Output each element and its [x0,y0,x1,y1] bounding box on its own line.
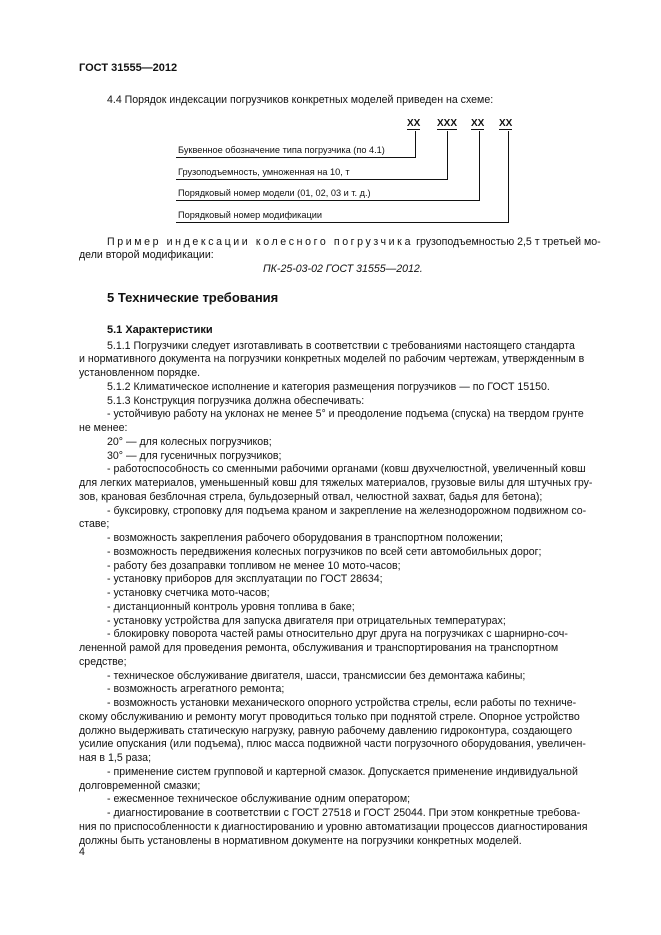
body-line: - установку приборов для эксплуатации по ГОСТ 28634; [107,573,383,585]
body-line: лененной рамой для проведения ремонта, обслуживания и транспортирования на транспортном [79,642,559,654]
example-rest: грузоподъемностью 2,5 т третьей мо- [416,236,601,248]
body-line: 5.1.1 Погрузчики следует изготавливать в соответствии с требованиями настоящего стандарта [107,340,575,352]
body-line: - работоспособность со сменными рабочими органами (ковш двухчелюстной, увеличенный ковш [107,463,586,475]
section-5-1-title: 5.1 Характеристики [107,324,213,336]
scheme-line-h2 [176,179,448,180]
example-lead: Пример индексации колесного погрузчика [107,236,414,248]
scheme-code-4: XX [499,118,513,129]
example-formula: ПК-25-03-02 ГОСТ 31555—2012. [263,263,423,275]
scheme-line-h1 [176,157,416,158]
scheme-label-model: Порядковый номер модели (01, 02, 03 и т. д.) [178,188,371,198]
body-line: скому обслуживанию и ремонту могут проводиться только при поднятой стреле. Опорное устройство [79,711,580,723]
body-line: ная в 1,5 раза; [79,752,152,764]
scheme-code-3: XX [471,118,485,129]
body-line: - возможность закрепления рабочего оборудования в транспортном положении; [107,532,503,544]
body-line: - устойчивую работу на уклонах не менее 5° и преодоление подъема (спуска) на твердом грунте [107,408,584,420]
body-line: - буксировку, строповку для подъема краном и закрепление на железнодорожном подвижном со- [107,505,587,517]
body-line: 30° — для гусеничных погрузчиков; [107,450,282,462]
body-line: 5.1.2 Климатическое исполнение и категория размещения погрузчиков — по ГОСТ 15150. [107,381,550,393]
section-4-4-text: 4.4 Порядок индексации погрузчиков конкретных моделей приведен на схеме: [107,94,494,106]
body-line: - ежесменное техническое обслуживание одним оператором; [107,793,411,805]
body-line: ния по приспособленности к диагностированию и уровню автоматизации процессов диагностирования [79,821,588,833]
body-line: долговременной смазки; [79,780,201,792]
scheme-code-1: XX [407,118,421,129]
scheme-line-h4 [176,222,509,223]
body-line: - применение систем групповой и картерной смазок. Допускается применение индивидуальной [107,766,578,778]
body-line: - работу без дозаправки топливом не менее 10 мото-часов; [107,560,401,572]
scheme-code-2: XXX [437,118,458,129]
body-line: - диагностирование в соответствии с ГОСТ 27518 и ГОСТ 25044. При этом конкретные требова- [107,807,581,819]
page-number: 4 [79,846,85,858]
body-line: - возможность установки механического опорного устройства стрелы, если работы по техниче- [107,697,577,709]
body-line: не менее: [79,422,128,434]
body-line: и нормативного документа на погрузчики конкретных моделей по рабочим чертежам, утвержденным в [79,353,585,365]
scheme-line-v2 [447,131,448,180]
body-line: установленном порядке. [79,367,201,379]
scheme-label-modification: Порядковый номер модификации [178,210,322,220]
scheme-line-v1 [415,131,416,158]
body-line: 20° — для колесных погрузчиков; [107,436,272,448]
body-line: - дистанционный контроль уровня топлива в баке; [107,601,355,613]
body-line: - техническое обслуживание двигателя, шасси, трансмиссии без демонтажа кабины; [107,670,526,682]
example-line-2: дели второй модификации: [79,249,214,261]
scheme-line-v3 [479,131,480,201]
body-line: ставе; [79,518,110,530]
body-line: 5.1.3 Конструкция погрузчика должна обеспечивать: [107,395,365,407]
body-line: для легких материалов, уменьшенный ковш для тяжелых материалов, грузовые вилы для штучных гру- [79,477,593,489]
body-line: - установку устройства для запуска двигателя при отрицательных температурах; [107,615,506,627]
body-line: средстве; [79,656,127,668]
scheme-line-v4 [508,131,509,223]
scheme-label-capacity: Грузоподъемность, умноженная на 10, т [178,167,350,177]
body-line: - установку счетчика мото-часов; [107,587,270,599]
body-line: - возможность агрегатного ремонта; [107,683,285,695]
document-header: ГОСТ 31555—2012 [79,62,178,74]
example-line-1 [107,236,601,249]
body-line: усилие опускания (или подъема), плюс масса подвижной части погрузочного оборудования, увеличен- [79,738,586,750]
section-5-title: 5 Технические требования [107,290,279,305]
scheme-line-h3 [176,200,480,201]
body-line: должно выдерживать статическую нагрузку, равную рабочему давлению гидроконтура, создающего [79,725,573,737]
scheme-label-type: Буквенное обозначение типа погрузчика (по 4.1) [178,145,385,155]
body-line: - блокировку поворота частей рамы относительно друг друга на погрузчиках с шарнирно-соч- [107,628,568,640]
body-line: - возможность передвижения колесных погрузчиков по всей сети автомобильных дорог; [107,546,542,558]
body-line: должны быть установлены в нормативном документе на погрузчики конкретных моделей. [79,835,522,847]
body-line: зов, крановая безблочная стрела, бульдозерный отвал, челюстной захват, бадья для бетона); [79,491,543,503]
